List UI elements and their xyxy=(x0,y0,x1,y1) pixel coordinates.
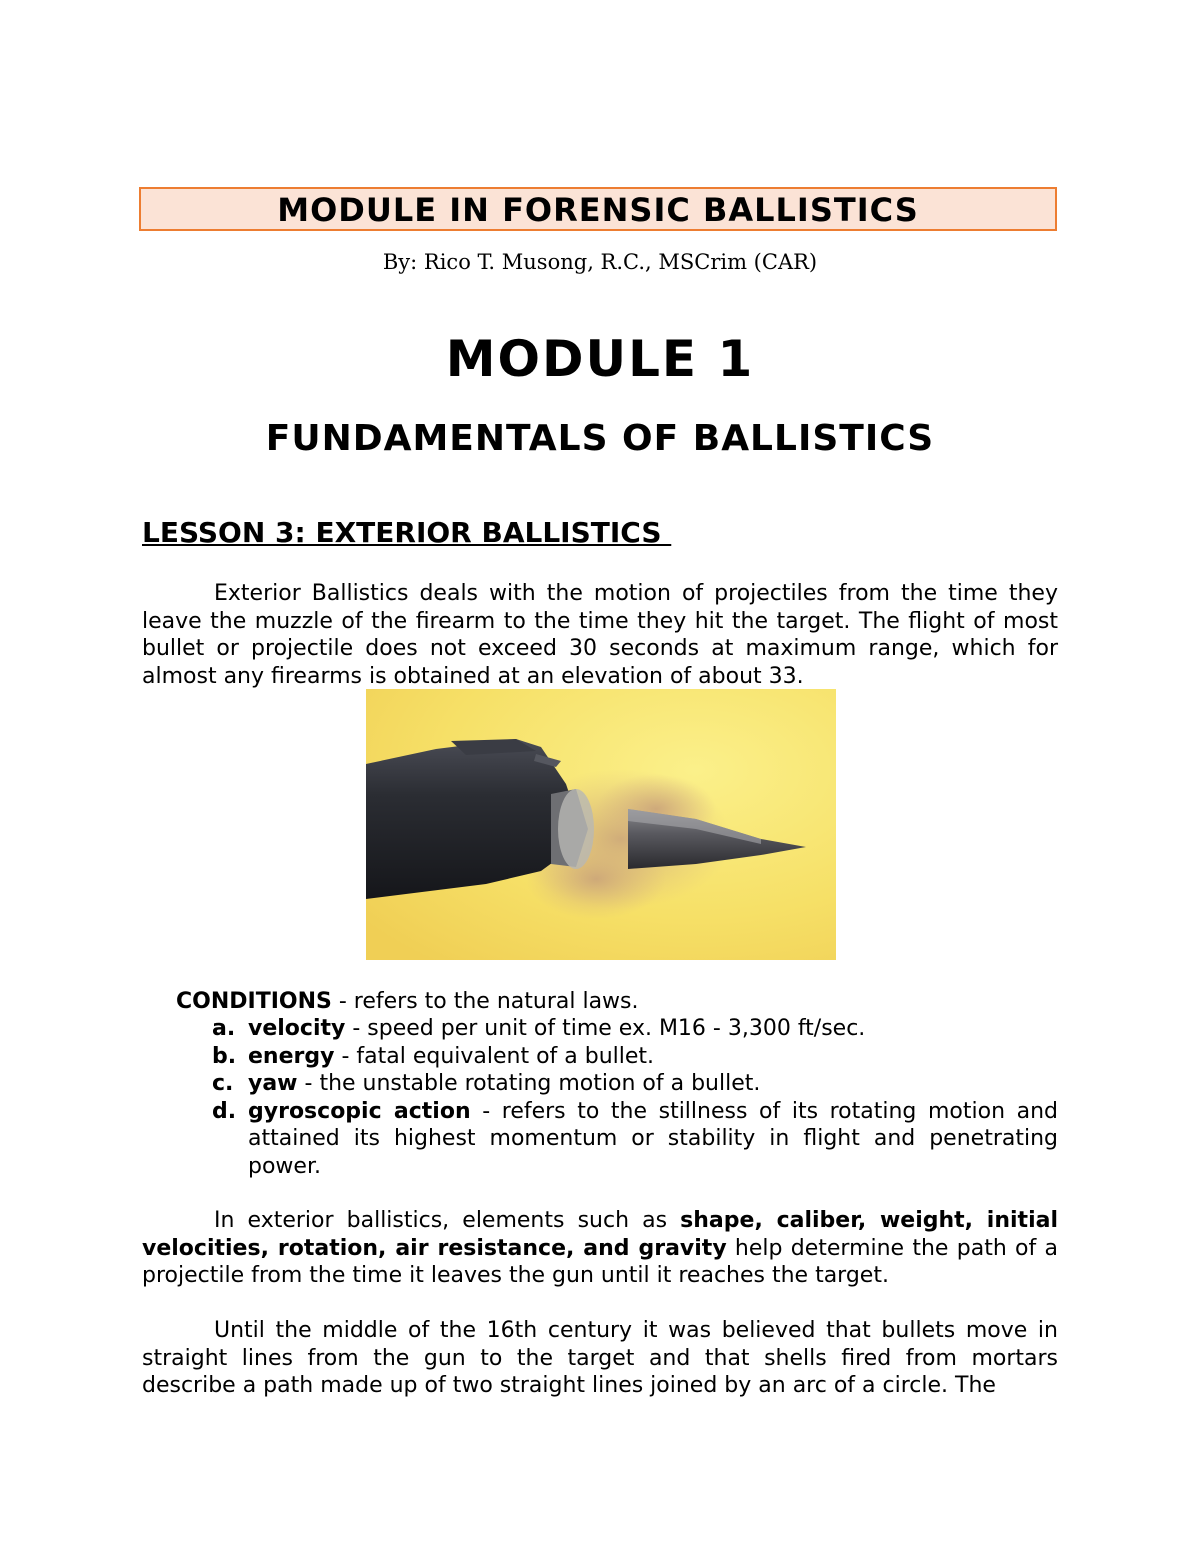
conditions-list xyxy=(212,1015,1058,1180)
list-item xyxy=(212,1015,1058,1043)
history-text: Until the middle of the 16th century it was believed that bullets move in straight lines from the gun to the target and that shells fired from mortars describe a path made up of two straight lines joined by an arc of a circle. The xyxy=(142,1318,1058,1398)
elements-paragraph xyxy=(142,1207,1058,1290)
list-definition: - fatal equivalent of a bullet. xyxy=(334,1043,655,1069)
conditions-intro xyxy=(176,988,639,1016)
list-marker: a. xyxy=(212,1016,236,1041)
list-definition: - speed per unit of time ex. M16 - 3,300 ft/sec. xyxy=(345,1016,866,1041)
module-subtitle-heading: FUNDAMENTALS OF BALLISTICS xyxy=(265,418,935,459)
list-term: velocity xyxy=(248,1016,346,1041)
list-marker: d. xyxy=(212,1098,237,1124)
elements-text-after: help determine the path of a projectile from the time it leaves the gun until it reaches the target. xyxy=(142,1235,1058,1288)
author-byline: By: Rico T. Musong, R.C., MSCrim (CAR) xyxy=(382,250,818,274)
module-number-heading: MODULE 1 xyxy=(445,330,755,388)
list-definition: - refers to the stillness of its rotating motion and attained its highest momentum or stability in flight and penetrating power. xyxy=(248,1098,1059,1179)
bullet-muzzle-illustration xyxy=(366,689,836,960)
list-definition: - the unstable rotating motion of a bullet. xyxy=(297,1071,761,1096)
list-item xyxy=(212,1043,1058,1071)
elements-text-bold: shape, caliber, weight, initial velocities, rotation, air resistance, and gravity xyxy=(142,1208,1058,1261)
list-item xyxy=(212,1070,1058,1098)
list-marker: c. xyxy=(212,1071,234,1096)
lesson-heading: LESSON 3: EXTERIOR BALLISTICS xyxy=(142,516,672,549)
list-marker: b. xyxy=(212,1043,237,1069)
intro-paragraph xyxy=(142,580,1058,690)
list-item xyxy=(212,1098,1058,1181)
conditions-definition: - refers to the natural laws. xyxy=(331,989,639,1014)
list-term: energy xyxy=(248,1043,335,1069)
bullet-muzzle-photo xyxy=(366,689,836,960)
history-paragraph xyxy=(142,1317,1058,1400)
intro-text: Exterior Ballistics deals with the motion of projectiles from the time they leave the muzzle of the firearm to the time they hit the target. The flight of most bullet or projectile does not exceed 30 seconds at maximum range, which for almost any firearms is obtained at an elevation of about 33. xyxy=(142,581,1058,689)
module-title: MODULE IN FORENSIC BALLISTICS xyxy=(277,191,919,229)
module-title-banner xyxy=(139,187,1057,231)
list-term: gyroscopic action xyxy=(248,1098,471,1124)
elements-text-before: In exterior ballistics, elements such as xyxy=(214,1208,681,1233)
list-term: yaw xyxy=(248,1071,298,1096)
conditions-term: CONDITIONS xyxy=(176,989,332,1014)
